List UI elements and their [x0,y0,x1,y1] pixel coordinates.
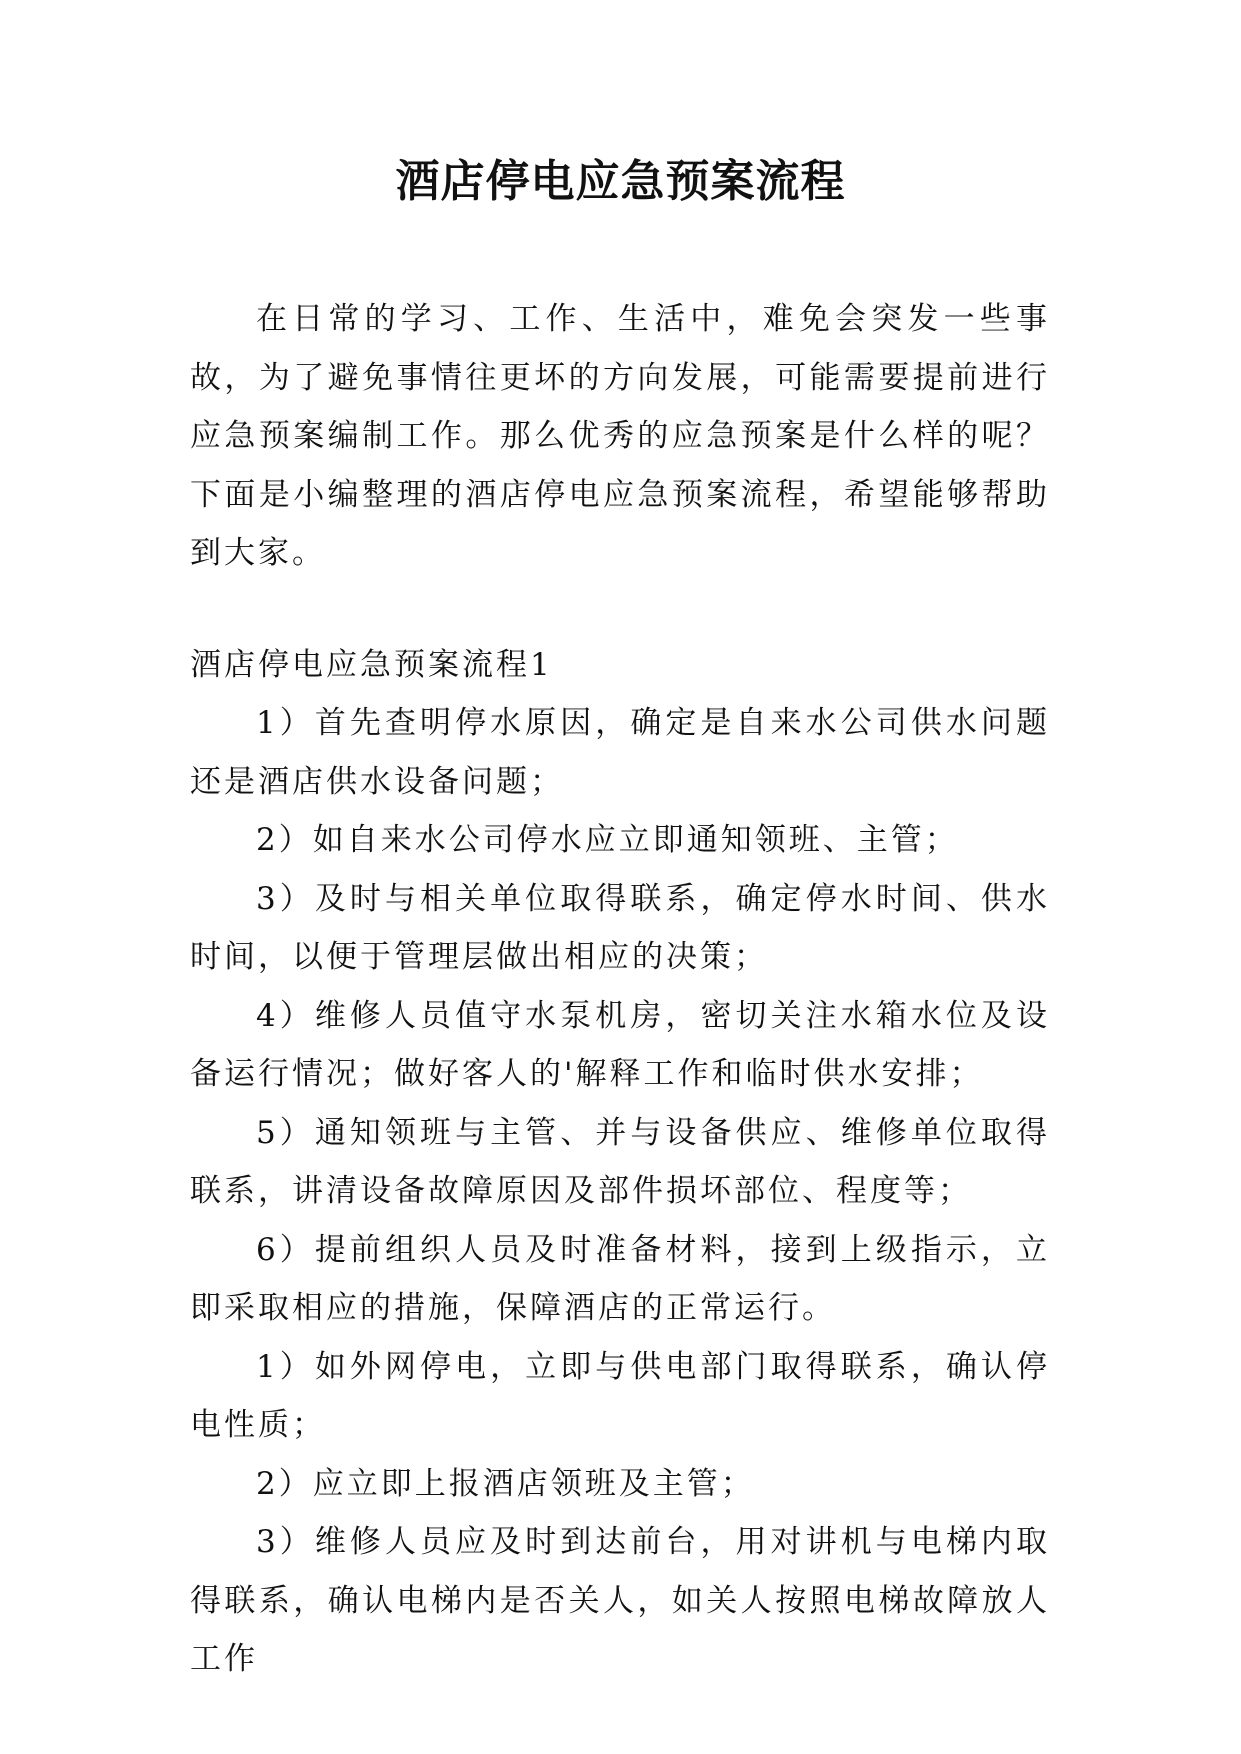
list-item: 1）如外网停电，立即与供电部门取得联系，确认停电性质； [190,1348,1050,1443]
intro-paragraph: 在日常的学习、工作、生活中，难免会突发一些事故，为了避免事情往更坏的方向发展，可能需要提前进行应急预案编制工作。那么优秀的应急预案是什么样的呢？下面是小编整理的酒店停电应急预案流程，希望能够帮助到大家。 [190,301,1050,571]
list-item: 3）及时与相关单位取得联系，确定停水时间、供水时间，以便于管理层做出相应的决策； [190,880,1050,975]
list-item: 2）应立即上报酒店领班及主管； [256,1465,755,1502]
document-body [190,290,1050,1689]
list-item: 2）如自来水公司停水应立即通知领班、主管； [256,822,959,858]
section-heading: 酒店停电应急预案流程1 [190,646,553,683]
list-item: 1）首先查明停水原因，确定是自来水公司供水问题还是酒店供水设备问题； [190,705,1050,800]
list-item: 4）维修人员值守水泵机房，密切关注水箱水位及设备运行情况；做好客人的'解释工作和临时供水安排； [190,997,1050,1092]
list-item: 6）提前组织人员及时准备材料，接到上级指示，立即采取相应的措施，保障酒店的正常运行。 [190,1231,1050,1326]
list-item: 3）维修人员应及时到达前台，用对讲机与电梯内取得联系，确认电梯内是否关人，如关人按照电梯故障放人工作 [190,1524,1050,1677]
document-title: 酒店停电应急预案流程 [395,156,846,207]
list-item: 5）通知领班与主管、并与设备供应、维修单位取得联系，讲清设备故障原因及部件损坏部位、程度等； [190,1114,1050,1209]
